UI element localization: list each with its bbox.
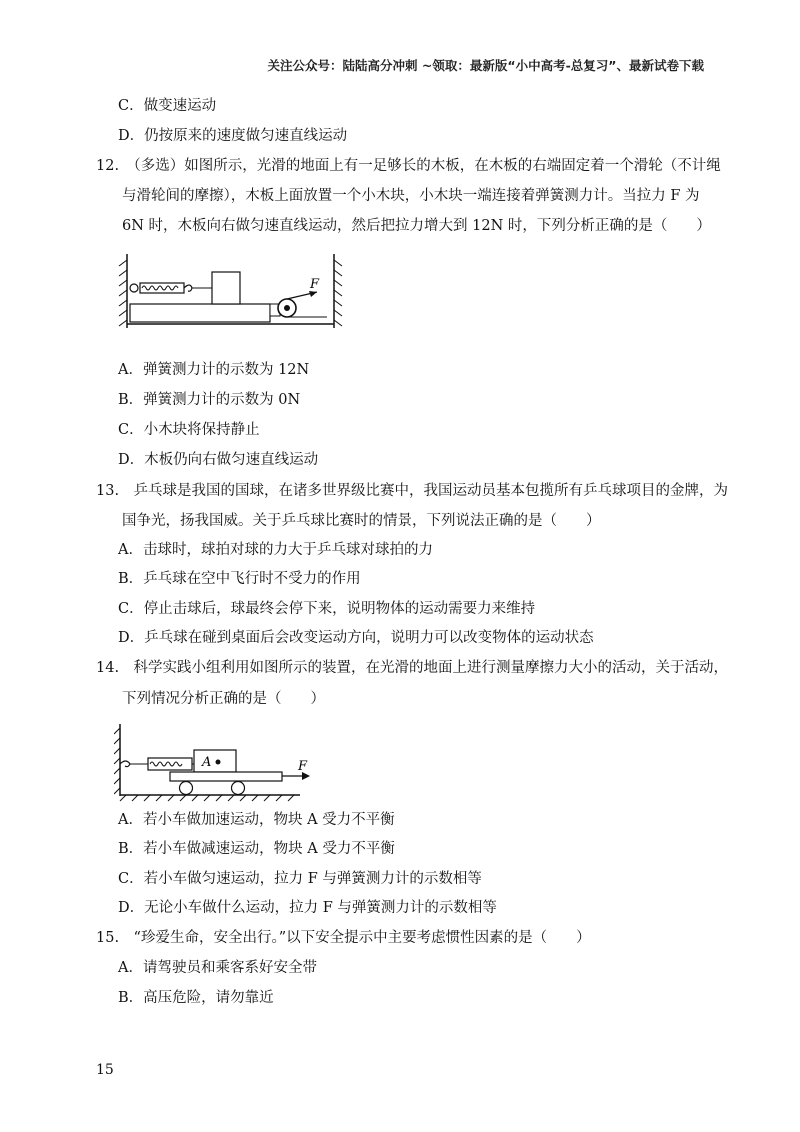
question-14-option-c: C．若小车做匀速运动，拉力 F 与弹簧测力计的示数相等	[118, 871, 482, 887]
question-14-option-a: A．若小车做加速运动，物块 A 受力不平衡	[118, 812, 395, 828]
question-13-line-2: 国争光，扬我国威。关于乒乓球比赛时的情景，下列说法正确的是（ ）	[122, 513, 601, 529]
question-13-option-d: D．乒乓球在碰到桌面后会改变运动方向，说明力可以改变物体的运动状态	[118, 630, 594, 646]
question-12-line-1: 12. （多选）如图所示，光滑的地面上有一足够长的木板，在木板的右端固定着一个滑轮（不计绳	[96, 158, 721, 174]
figure-12-force-label: F	[310, 277, 320, 292]
question-13-line-1: 13. 乒乓球是我国的国球，在诸多世界级比赛中，我国运动员基本包揽所有乒乓球项目的金牌，为	[96, 483, 729, 499]
question-14-option-b: B．若小车做减速运动，物块 A 受力不平衡	[118, 841, 395, 857]
question-14-line-2: 下列情况分析正确的是（ ）	[122, 691, 325, 707]
question-12-option-d: D．木板仍向右做匀速直线运动	[118, 452, 319, 468]
question-13-option-a: A．击球时，球拍对球的力大于乒乓球对球拍的力	[118, 542, 433, 558]
question-12-option-c: C．小木块将保持静止	[118, 422, 260, 438]
figure-14-block-label: A	[202, 755, 212, 770]
question-12-line-3: 6N 时，木板向右做匀速直线运动，然后把拉力增大到 12N 时，下列分析正确的是（ ）	[122, 218, 711, 234]
question-13-option-b: B．乒乓球在空中飞行时不受力的作用	[118, 571, 361, 587]
question-12-figure	[112, 252, 350, 332]
question-15-line-1: 15. “珍爱生命，安全出行。”以下安全提示中主要考虑惯性因素的是（ ）	[96, 930, 591, 946]
option-c-q11: C．做变速运动	[118, 98, 217, 114]
page-number: 15	[96, 1062, 114, 1078]
question-12-option-b: B．弹簧测力计的示数为 0N	[118, 392, 301, 408]
question-14-figure	[114, 722, 314, 802]
question-14-option-d: D．无论小车做什么运动，拉力 F 与弹簧测力计的示数相等	[118, 900, 497, 916]
question-15-option-a: A．请驾驶员和乘客系好安全带	[118, 960, 317, 976]
page-header: 关注公众号：陆陆高分冲刺 ~领取：最新版“小中高考-总复习”、最新试卷下载	[267, 58, 704, 73]
question-12-line-2: 与滑轮间的摩擦），木板上面放置一个小木块，小木块一端连接着弹簧测力计。当拉力 F 为	[122, 188, 700, 204]
figure-14-force-label: F	[298, 759, 308, 774]
question-12-option-a: A．弹簧测力计的示数为 12N	[118, 362, 310, 378]
question-14-line-1: 14. 科学实践小组利用如图所示的装置，在光滑的地面上进行测量摩擦力大小的活动，关于活动，	[96, 660, 729, 676]
option-d-q11: D．仍按原来的速度做匀速直线运动	[118, 128, 348, 144]
question-15-option-b: B．高压危险，请勿靠近	[118, 990, 274, 1006]
question-13-option-c: C．停止击球后，球最终会停下来，说明物体的运动需要力来维持	[118, 601, 536, 617]
